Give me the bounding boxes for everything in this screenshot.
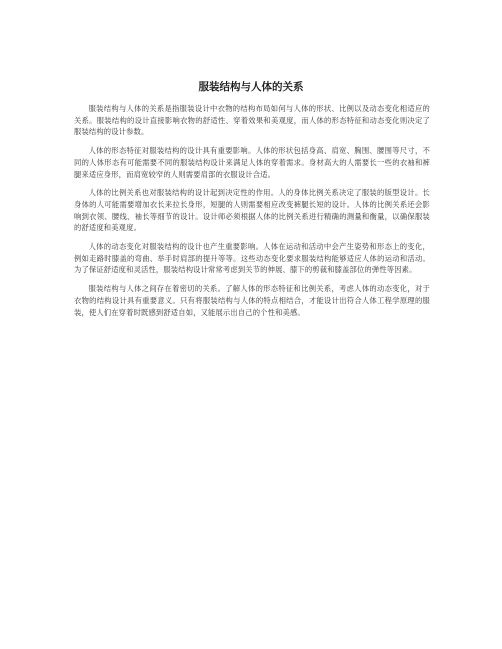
paragraph-5: 服装结构与人体之间存在着密切的关系。了解人体的形态特征和比例关系，考虑人体的动态变化，对于衣物的结构设计具有重要意义。只有将服装结构与人体的特点相结合，才能设计出符合人体工程学原理的服装，使人们在穿着时既感到舒适自如，又能展示出自己的个性和美感。 xyxy=(74,284,430,317)
paragraph-1: 服装结构与人体的关系是指服装设计中衣物的结构布局如何与人体的形状、比例以及动态变化相适应的关系。服装结构的设计直接影响衣物的舒适性、穿着效果和美观度，而人体的形态特征和动态变化则决定了服装结构的设计参数。 xyxy=(74,104,430,137)
document-title: 服装结构与人体的关系 xyxy=(198,81,304,93)
paragraph-2: 人体的形态特征对服装结构的设计具有重要影响。人体的形状包括身高、肩宽、胸围、腰围等尺寸，不同的人体形态有可能需要不同的服装结构设计来满足人体的穿着需求。身材高大的人需要长一些的衣袖和裤腿来适应身形，而肩宽较窄的人则需要肩部的衣服设计合适。 xyxy=(74,146,430,179)
document-body xyxy=(74,103,430,325)
paragraph-4: 人体的动态变化对服装结构的设计也产生重要影响。人体在运动和活动中会产生姿势和形态上的变化，例如走路时膝盖的弯曲、举手时肩部的提升等等。这些动态变化要求服装结构能够适应人体的运动和活动。为了保证舒适度和灵活性，服装结构设计常常考虑到关节的伸展、膝下的剪裁和膝盖部位的弹性等因素。 xyxy=(74,242,430,275)
paragraph-3: 人体的比例关系也对服装结构的设计起到决定性的作用。人的身体比例关系决定了服装的版型设计。长身体的人可能需要增加衣长来拉长身形，短腿的人则需要相应改变裤腿长短的设计。人体的比例关系还会影响到衣领、腰线、袖长等细节的设计。设计师必须根据人体的比例关系进行精确的测量和衡量，以确保服装的舒适度和美观度。 xyxy=(74,188,430,233)
